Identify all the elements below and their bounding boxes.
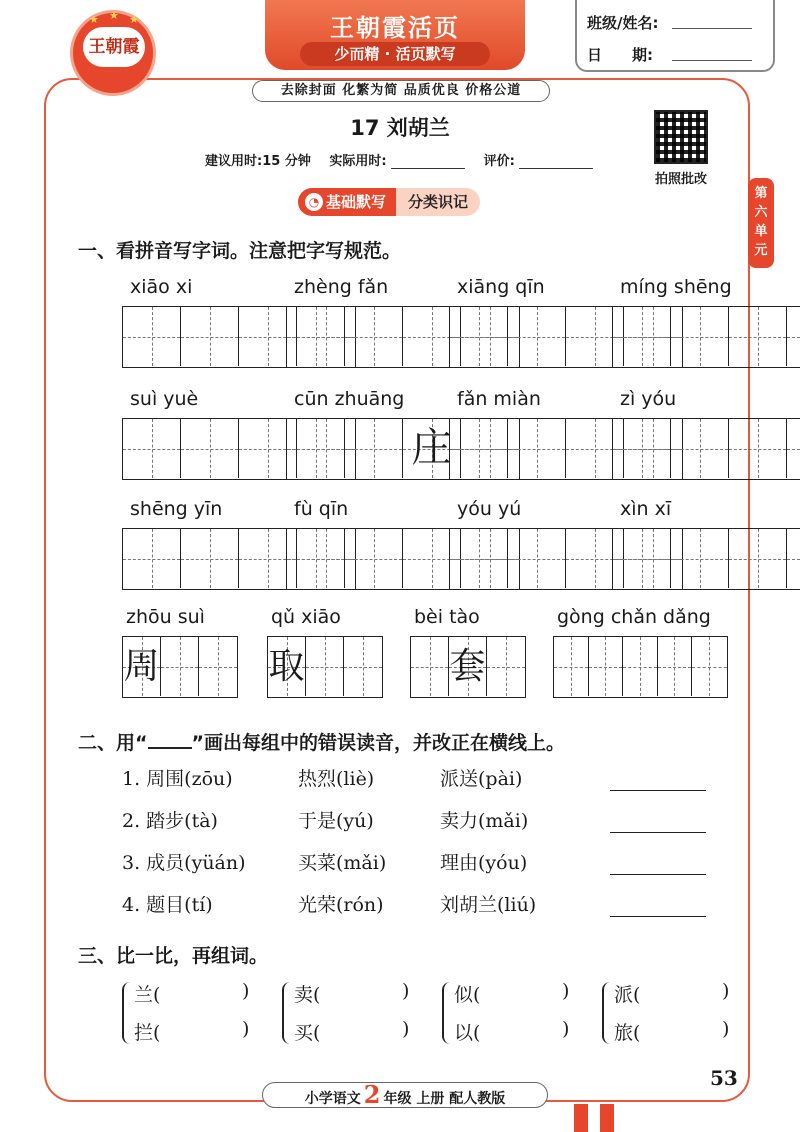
class-name-field[interactable] [672, 28, 752, 29]
pinyin-label: qǔ xiāo [271, 606, 341, 628]
side-tab-char: 第 [754, 186, 768, 201]
brace-bracket [602, 982, 614, 1044]
slogan: 去除封面 化繁为简 品质优良 价格公道 [252, 80, 550, 102]
grid-cell[interactable] [508, 529, 566, 588]
footer-grade-rest: 年级 上册 配人教版 [383, 1091, 506, 1107]
q2-heading [78, 728, 565, 755]
grid-cell[interactable] [613, 307, 671, 366]
q2-word[interactable]: 刘胡兰(liú) [440, 894, 537, 916]
rating-field[interactable] [519, 155, 593, 169]
pinyin-label: shēng yīn [130, 498, 223, 520]
brand-subtitle: 少而精 · 活页默写 [300, 42, 490, 66]
grid-cell[interactable] [268, 637, 306, 696]
writing-grid [553, 636, 728, 698]
side-tab-char: 元 [754, 243, 768, 258]
unit-side-tab [748, 178, 774, 268]
compare-word: 卖( [294, 984, 321, 1006]
q2-word[interactable]: 热烈(liè) [298, 768, 375, 790]
section-tag-main-label: 基础默写 [326, 193, 387, 211]
compare-word-blank[interactable] [614, 980, 730, 1007]
grid-cell[interactable] [613, 529, 671, 588]
q2-word[interactable]: 1. 周围(zōu) [122, 768, 233, 790]
q2-word[interactable]: 3. 成员(yüán) [122, 852, 246, 874]
grid-cell[interactable] [487, 637, 525, 696]
footer-subject: 小学语文 [304, 1091, 361, 1107]
grid-cell[interactable] [623, 637, 658, 696]
writing-grid [122, 636, 238, 698]
q2-word[interactable]: 4. 题目(tí) [122, 894, 213, 916]
q2-word[interactable]: 光荣(rón) [298, 894, 384, 916]
compare-word-blank[interactable] [454, 1018, 570, 1045]
grid-cell[interactable] [658, 637, 693, 696]
grid-cell[interactable] [671, 529, 729, 588]
q3-heading: 三、比一比，再组词。 [78, 945, 269, 967]
compare-word: 以( [454, 1022, 481, 1044]
pinyin-label: míng shēng [620, 276, 732, 298]
pinyin-label: cūn zhuāng [294, 388, 405, 410]
brace-bracket [122, 982, 134, 1044]
compare-close-paren: ) [722, 980, 730, 1002]
qr-label: 拍照批改 [654, 172, 707, 187]
side-tab-char: 六 [754, 205, 768, 220]
section-tag-main [298, 188, 396, 216]
grid-cell[interactable] [306, 637, 344, 696]
qr-code[interactable] [654, 110, 708, 164]
grid-cell[interactable] [345, 419, 403, 478]
grid-cell[interactable] [671, 419, 729, 478]
compare-word: 派( [614, 984, 641, 1006]
grid-cell-char: 套 [449, 646, 486, 687]
q2-heading-pre: 二、用“ [78, 732, 148, 754]
writing-grid [612, 528, 800, 590]
grid-cell[interactable] [729, 307, 787, 366]
star-icon: ★ [129, 13, 139, 26]
pinyin-label: xiāng qīn [457, 276, 545, 298]
grid-cell[interactable] [161, 637, 199, 696]
grid-cell[interactable] [729, 419, 787, 478]
q1-heading: 一、看拼音写字词。注意把字写规范。 [78, 240, 402, 262]
brand-title: 王朝霞活页 [330, 13, 460, 42]
q2-word[interactable]: 于是(yú) [298, 810, 374, 832]
writing-grid [612, 418, 800, 480]
pinyin-label: zhōu suì [126, 606, 205, 628]
student-info-box [575, 0, 775, 72]
grid-cell[interactable] [181, 529, 239, 588]
compare-word-blank[interactable] [134, 980, 250, 1007]
compare-word: 似( [454, 984, 481, 1006]
grid-cell[interactable] [181, 307, 239, 366]
compare-word-blank[interactable] [614, 1018, 730, 1045]
writing-grid [410, 636, 526, 698]
grid-cell[interactable] [287, 307, 345, 366]
compare-word-blank[interactable] [454, 980, 570, 1007]
q2-word[interactable]: 卖力(mǎi) [440, 810, 529, 832]
pinyin-label: bèi tào [414, 606, 480, 628]
lesson-title: 17 刘胡兰 [350, 116, 450, 140]
grid-cell[interactable] [123, 419, 181, 478]
compare-close-paren: ) [242, 980, 250, 1002]
footer-grade-number: 2 [363, 1080, 381, 1109]
suggested-time: 建议用时:15 分钟 [205, 154, 311, 169]
compare-close-paren: ) [242, 1018, 250, 1040]
grid-cell-char: 周 [123, 646, 160, 687]
compare-word: 兰( [134, 984, 161, 1006]
grid-cell[interactable] [345, 529, 403, 588]
brand-logo [70, 10, 156, 96]
writing-grid [612, 306, 800, 368]
compare-word: 拦( [134, 1022, 161, 1044]
grid-cell[interactable] [345, 307, 403, 366]
q2-answer-line[interactable] [610, 874, 706, 875]
star-icon: ★ [89, 13, 99, 26]
brace-bracket [282, 982, 294, 1044]
grid-cell[interactable] [181, 419, 239, 478]
grid-cell[interactable] [123, 529, 181, 588]
q2-word[interactable]: 派送(pài) [440, 768, 523, 790]
logo-text: 王朝霞 [83, 27, 145, 67]
grid-cell[interactable] [508, 419, 566, 478]
compare-word-blank[interactable] [134, 1018, 250, 1045]
writing-grid [267, 636, 383, 698]
compare-word-blank[interactable] [294, 1018, 410, 1045]
grid-cell[interactable] [450, 529, 508, 588]
rating-label: 评价: [483, 154, 515, 169]
pinyin-label: yóu yú [457, 498, 522, 520]
q2-heading-post: ”画出每组中的错误读音，并改正在横线上。 [191, 732, 565, 754]
clock-icon: ◔ [305, 193, 323, 211]
compare-close-paren: ) [722, 1018, 730, 1040]
underline-blank-sample [148, 735, 192, 749]
grid-cell[interactable] [411, 637, 449, 696]
actual-time-field[interactable] [391, 155, 465, 169]
grid-cell[interactable] [692, 637, 727, 696]
grid-cell[interactable] [199, 637, 237, 696]
footer-label [262, 1082, 548, 1108]
compare-word: 旅( [614, 1022, 641, 1044]
grid-cell[interactable] [508, 307, 566, 366]
compare-word-blank[interactable] [294, 980, 410, 1007]
q2-word[interactable]: 理由(yóu) [440, 852, 528, 874]
pinyin-label: xiāo xi [130, 276, 193, 298]
brace-bracket [442, 982, 454, 1044]
grid-cell[interactable] [787, 529, 800, 588]
grid-cell[interactable] [449, 637, 487, 696]
grid-cell[interactable] [787, 307, 800, 366]
compare-word: 买( [294, 1022, 321, 1044]
grid-cell[interactable] [554, 637, 589, 696]
pinyin-label: suì yuè [130, 388, 199, 410]
grid-cell[interactable] [123, 307, 181, 366]
q2-word[interactable]: 买菜(mǎi) [298, 852, 387, 874]
star-icon: ★ [109, 9, 119, 22]
grid-cell[interactable] [287, 529, 345, 588]
compare-close-paren: ) [562, 980, 570, 1002]
time-row [205, 150, 593, 169]
grid-cell[interactable] [729, 529, 787, 588]
grid-cell[interactable] [787, 419, 800, 478]
date-field[interactable] [672, 60, 752, 61]
pinyin-label: fǎn miàn [457, 388, 541, 410]
pinyin-label: gòng chǎn dǎng [557, 606, 711, 628]
grid-cell[interactable] [671, 307, 729, 366]
date-label: 日 期: [587, 46, 653, 64]
grid-cell[interactable] [589, 637, 624, 696]
grid-cell[interactable] [344, 637, 382, 696]
class-name-label: 班级/姓名: [587, 14, 659, 32]
bottom-decor [574, 1104, 588, 1132]
grid-cell-char: 取 [268, 646, 305, 687]
side-tab-char: 单 [754, 224, 768, 239]
pinyin-label: xìn xī [620, 498, 672, 520]
q2-word[interactable]: 2. 踏步(tà) [122, 810, 218, 832]
grid-cell[interactable] [123, 637, 161, 696]
compare-close-paren: ) [402, 980, 410, 1002]
compare-close-paren: ) [402, 1018, 410, 1040]
grid-cell[interactable] [450, 419, 508, 478]
section-tag [298, 188, 480, 216]
grid-cell[interactable] [613, 419, 671, 478]
pinyin-label: zhèng fǎn [294, 276, 389, 298]
q2-answer-line[interactable] [610, 832, 706, 833]
grid-cell-char: 庄 [411, 425, 452, 471]
compare-close-paren: ) [562, 1018, 570, 1040]
pinyin-label: zì yóu [620, 388, 677, 410]
grid-cell[interactable] [450, 307, 508, 366]
page-number: 53 [710, 1066, 738, 1090]
grid-cell[interactable] [287, 419, 345, 478]
q2-answer-line[interactable] [610, 916, 706, 917]
actual-time-label: 实际用时: [329, 154, 387, 169]
bottom-decor [600, 1104, 614, 1132]
section-tag-sub: 分类识记 [396, 188, 480, 216]
q2-answer-line[interactable] [610, 790, 706, 791]
pinyin-label: fù qīn [294, 498, 349, 520]
